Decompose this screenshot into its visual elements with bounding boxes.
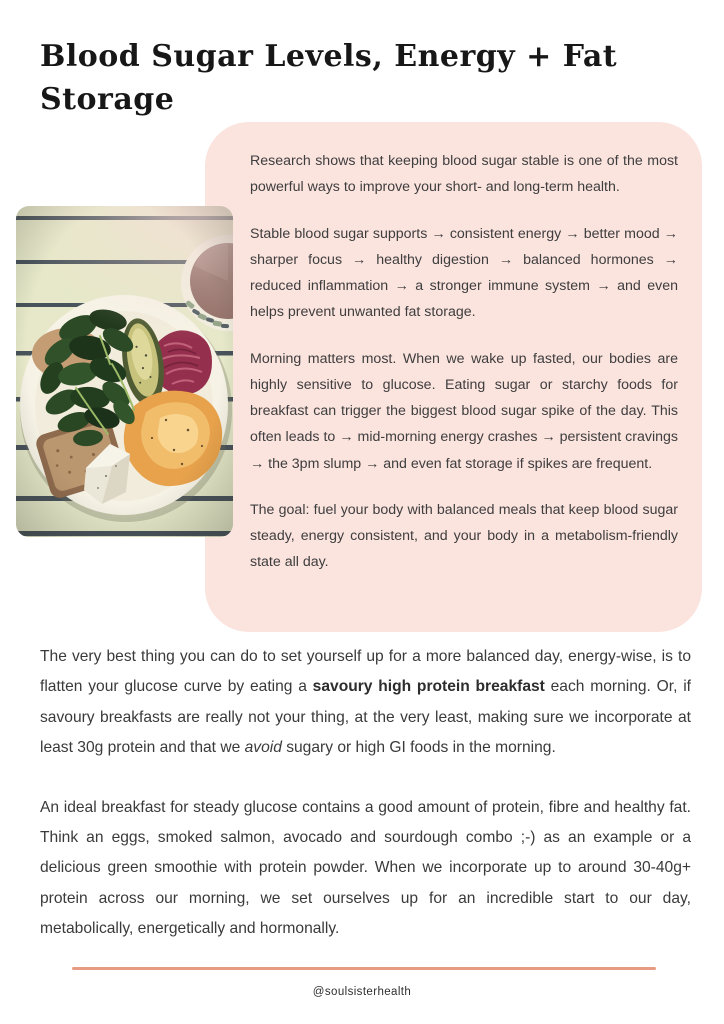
footer-handle: @soulsisterhealth [312, 986, 412, 998]
body-paragraph-1-bold: savoury high protein breakfast [312, 678, 545, 696]
callout-paragraph-1: Research shows that keeping blood sugar stable is one of the most powerful ways to improve your short- and long-term health. [250, 153, 678, 196]
body-paragraph-1-lead: The very best thing you can do to set yourself up for a more balanced day, energy-wise, is to flatten your glucose curve by eating a [40, 648, 691, 696]
body-paragraph-1-italic: avoid [244, 739, 282, 757]
page-title: Blood Sugar Levels, Energy + Fat Storage [40, 39, 618, 117]
callout-paragraph-2: Stable blood sugar supports → consistent energy → better mood → sharper focus → healthy digestion → balanced hormones → reduced inflammation → a stronger immune system → and even helps prevent unwanted fat storage. [250, 225, 678, 321]
footer-divider [72, 967, 656, 970]
callout-card [205, 122, 702, 632]
body-copy [40, 642, 691, 974]
callout-paragraph-3: Morning matters most. When we wake up fasted, our bodies are highly sensitive to glucose. Eating sugar or starchy foods for breakfast can trigger the biggest blood sugar spike of the day. This often leads to → mid-morning energy crashes → persistent cravings → the 3pm slump → and even fat storage if spikes are frequent. [250, 350, 678, 472]
body-paragraph-2: An ideal breakfast for steady glucose contains a good amount of protein, fibre and healthy fat. Think an eggs, smoked salmon, avocado and sourdough combo ;-) as an example or a delicious green smoothie with protein powder. When we incorporate up to around 30-40g+ protein across our morning, we set ourselves up for an incredible start to our day, metabolically, energetically and hormonally. [40, 798, 691, 938]
body-paragraph-1 [40, 642, 691, 764]
callout-paragraph-4: The goal: fuel your body with balanced meals that keep blood sugar steady, energy consistent, and your body in a metabolism-friendly state all day. [250, 501, 678, 571]
body-paragraph-1-mid: each morning. Or, if savoury breakfasts are really not your thing, at the very least, making sure we incorporate at least 30g protein and that we [40, 678, 692, 757]
breakfast-photo [16, 206, 233, 537]
breakfast-photo-illustration [16, 206, 233, 537]
body-paragraph-1-tail: sugary or high GI foods in the morning. [281, 739, 556, 757]
